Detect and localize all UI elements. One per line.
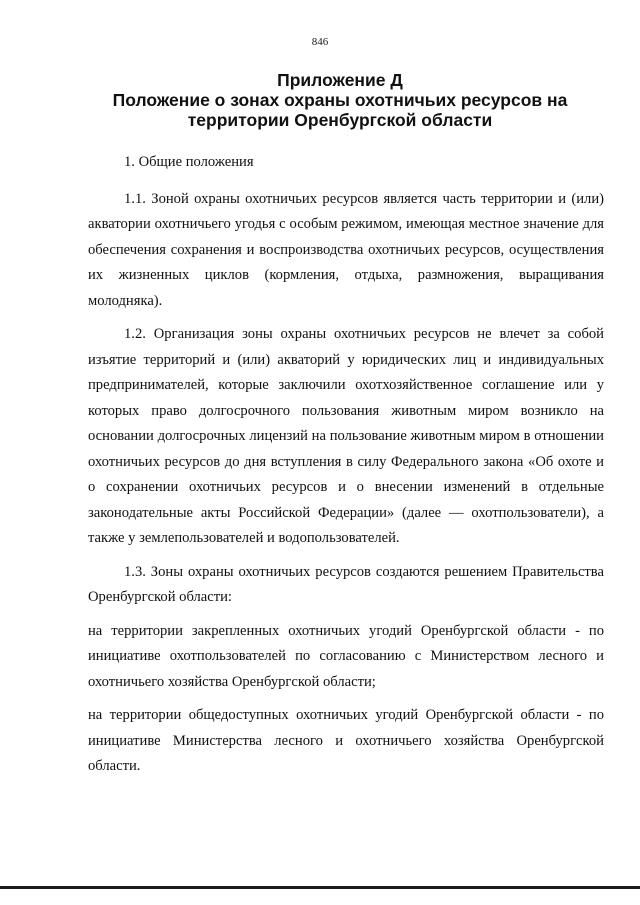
appendix-subtitle-line-1: Положение о зонах охраны охотничьих ресурсов на [112, 90, 568, 110]
paragraph-1-3: 1.3. Зоны охраны охотничьих ресурсов создаются решением Правительства Оренбургской области: [88, 563, 604, 605]
document-body [88, 150, 604, 780]
appendix-subtitle-line-2: территории Оренбургской области [187, 110, 493, 130]
appendix-heading [80, 70, 600, 130]
bottom-scan-border [0, 886, 640, 889]
page-number: 846 [311, 36, 329, 48]
paragraph-1-2: 1.2. Организация зоны охраны охотничьих ресурсов не влечет за собой изъятие территорий и (или) акваторий у юридических лиц и индивидуальных предпринимателей, которые заключили охотхозяйственное соглашение или у которых право долгосрочного пользования животным миром возникло на основании долгосрочных лицензий на пользование животным миром в отношении охотничьих ресурсов до дня вступления в силу Федерального закона «Об охоте и о сохранении охотничьих ресурсов и о внесении изменений в отдельные законодательные акты Российской Федерации» (далее — охотпользователи), а также у землепользователей и водопользователей. [88, 326, 604, 546]
appendix-title: Приложение Д [277, 70, 403, 90]
paragraph-1-1: 1.1. Зоной охраны охотничьих ресурсов является часть территории и (или) акватории охотничьего угодья с особым режимом, имеющая местное значение для обеспечения сохранения и воспроизводства охотничьих ресурсов, осуществления их жизненных циклов (кормления, отдыха, размножения, выращивания молодняка). [88, 190, 604, 309]
section-title: 1. Общие положения [124, 154, 254, 170]
paragraph-public-grounds: на территории общедоступных охотничьих угодий Оренбургской области - по инициативе Министерства лесного и охотничьего хозяйства Оренбургской области. [88, 707, 604, 774]
paragraph-closed-grounds: на территории закрепленных охотничьих угодий Оренбургской области - по инициативе охотпользователей по согласованию с Министерством лесного и охотничьего хозяйства Оренбургской области; [88, 622, 604, 690]
